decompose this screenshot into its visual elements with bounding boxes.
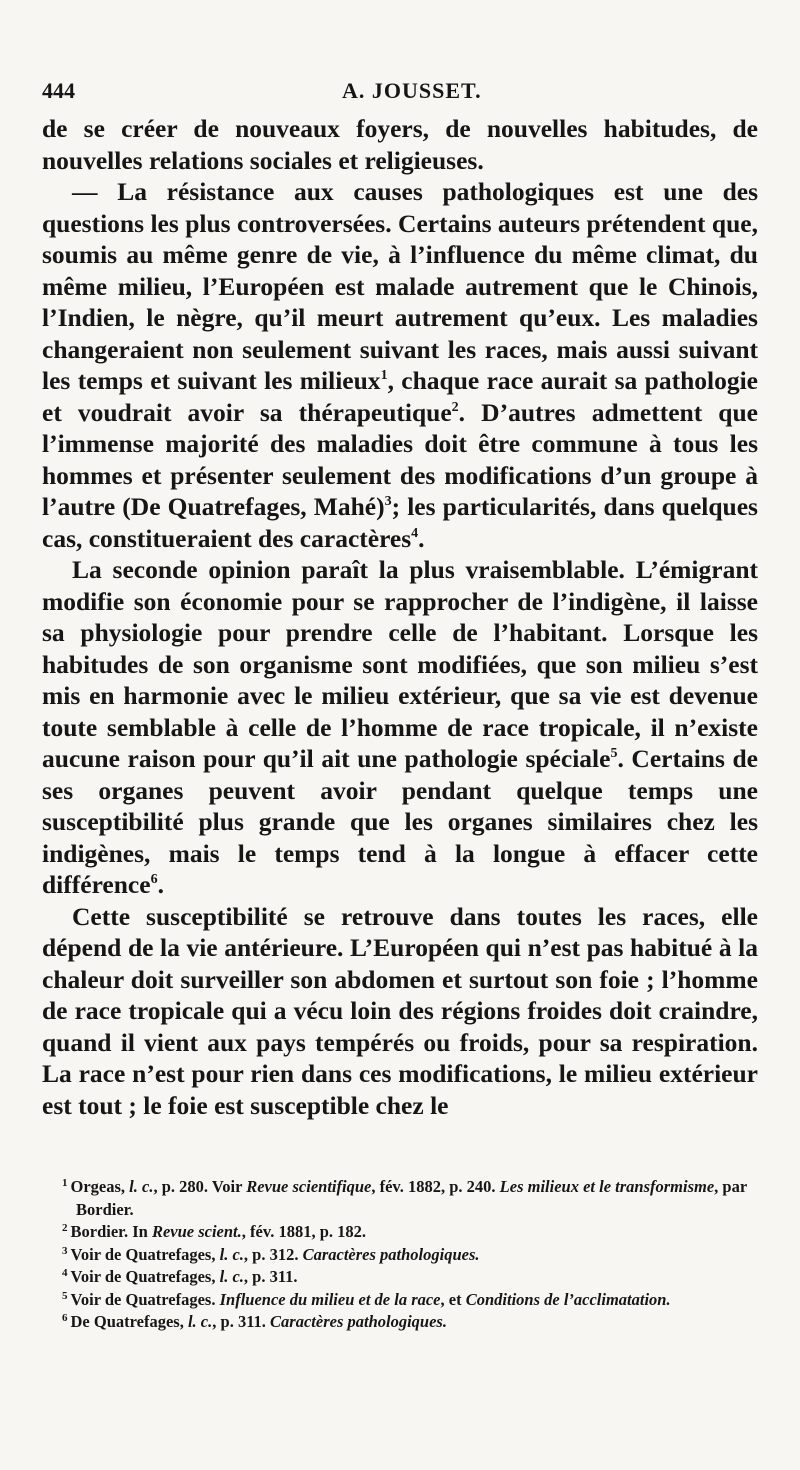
paragraph-3-text-c: . [157,870,164,899]
footnote-text: , p. 311. [243,1267,298,1286]
footnote-ref-2: 2 [451,399,459,415]
footnote-italic: l. c. [219,1267,244,1286]
footnote-italic: Caractères pathologiques. [270,1312,447,1331]
footnote-italic: Les milieux et le transformisme [499,1177,715,1196]
footnote-text: , par Bordier. [76,1177,747,1219]
footnote-4 [42,1266,758,1289]
paragraph-3-text-a: La seconde opinion paraît la plus vraisemblable. L’émigrant modifie son économie pour se rapprocher de l’indigène, il laisse sa physiologie pour prendre celle de l’habitant. Lorsque les habitudes de son organisme sont modifiées, que son milieu s’est mis en harmonie avec le milieu extérieur, que sa vie est devenue toute semblable à celle de l’homme de race tropicale, il n’existe aucune raison pour qu’il ait une pathologie spéciale [42,555,758,773]
footnote-3 [42,1244,758,1267]
footnote-ref-3: 3 [384,494,392,509]
footnote-ref-4: 4 [411,525,419,541]
paragraph-4-text: Cette susceptibilité se retrouve dans toutes les races, elle dépend de la vie antérieure. L’Européen qui n’est pas habitué à la chaleur doit surveiller son abdomen et surtout son foie ; l’homme de race tropicale qui a vécu loin des régions froides doit craindre, quand il vient aux pays tempérés ou froids, pour sa respiration. La race n’est pour rien dans ces modifications, le milieu extérieur est tout ; le foie est susceptible chez le [42,901,758,1120]
paragraph-2-text-d: ; les particularités, dans quelques cas, constitueraient des caractères [42,492,758,553]
paragraph-2-text-b: , chaque race aurait sa pathologie et voudrait avoir sa thérapeutique [42,366,758,427]
footnotes [42,1176,758,1334]
footnote-mark: 1 [62,1177,68,1189]
footnote-text: De Quatrefages, [70,1312,188,1331]
footnote-text: , fév. 1881, p. 182. [241,1222,366,1241]
footnote-italic: Revue scientifique [246,1177,372,1196]
footnote-text: Voir de Quatrefages. [70,1289,220,1309]
footnote-1 [42,1176,758,1221]
footnote-ref-5: 5 [610,746,618,761]
body-text [42,113,758,1121]
paragraph-3 [42,554,758,901]
footnote-italic: Revue scient. [151,1222,242,1241]
footnote-text: , p. 311. [212,1312,271,1331]
footnote-italic: l. c. [219,1244,244,1264]
footnote-mark: 6 [62,1312,68,1324]
footnote-text: Bordier. In [70,1222,152,1241]
footnote-text: , et [440,1289,466,1309]
footnote-text: Voir de Quatrefages, [70,1267,220,1286]
footnote-mark: 2 [62,1222,68,1234]
footnote-2 [42,1221,758,1244]
footnote-text: Voir de Quatrefages, [70,1244,220,1264]
footnote-italic: Conditions de l’acclimatation. [465,1289,671,1309]
paragraph-2-text-a: — La résistance aux causes pathologiques est une des questions les plus controversées. Certains auteurs prétendent que, soumis au même genre de vie, à l’influence du même climat, du même milieu, l’Européen est malade autrement que le Chinois, l’Indien, le nègre, qu’il meurt autrement qu’eux. Les maladies changeraient non seulement suivant les races, mais aussi suivant les temps et suivant les milieux [42,177,758,395]
page-number: 444 [42,78,75,103]
paragraph-1-text: de se créer de nouveaux foyers, de nouvelles habitudes, de nouvelles relations sociales et religieuses. [42,114,758,175]
footnote-ref-1: 1 [380,368,388,383]
paragraph-2 [42,176,758,554]
footnote-text: , p. 280. Voir [153,1177,247,1196]
footnote-italic: Caractères pathologiques. [302,1244,480,1264]
page-header [42,70,758,110]
footnote-5 [42,1289,758,1312]
paragraph-2-text-c: . D’autres admettent que l’immense majorité des maladies doit être commune à tous les hommes et présenter seulement des modifications d’un groupe à l’autre (De Quatrefages, Mahé) [42,397,758,521]
footnote-mark: 5 [62,1289,68,1302]
footnote-mark: 3 [62,1244,68,1257]
footnote-italic: l. c. [129,1177,154,1196]
footnote-ref-6: 6 [150,872,158,887]
footnote-mark: 4 [62,1267,68,1279]
footnote-6 [42,1311,758,1334]
paragraph-1 [42,113,758,176]
footnote-italic: Influence du milieu et de la race [219,1289,441,1309]
footnote-text: , fév. 1882, p. 240. [371,1177,500,1196]
running-head: A. JOUSSET. [342,78,482,103]
footnote-text: , p. 312. [243,1244,303,1264]
footnote-italic: l. c. [187,1312,213,1331]
paragraph-2-text-e: . [418,523,425,553]
paragraph-3-text-b: . Certains de ses organes peuvent avoir pendant quelque temps une susceptibilité plus grande que les organes similaires chez les indigènes, mais le temps tend à la longue à effacer cette différence [42,744,758,899]
paragraph-4 [42,901,758,1122]
footnote-text: Orgeas, [70,1177,130,1196]
